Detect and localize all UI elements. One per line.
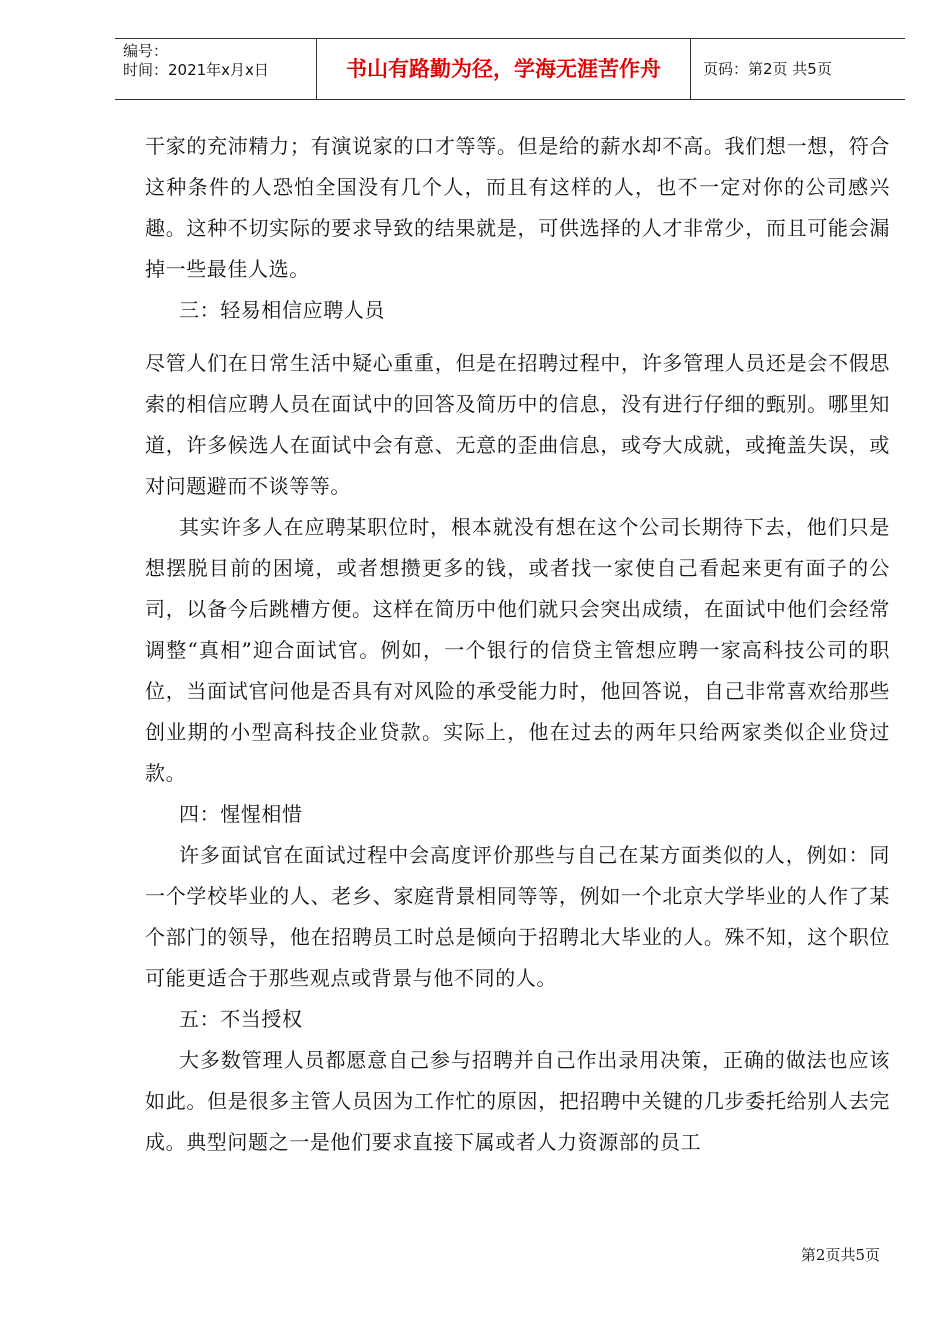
header-page-label: 页码：第2页 共5页	[703, 60, 832, 78]
header-motto: 书山有路勤为径，学海无涯苦作舟	[317, 39, 691, 99]
paragraph: 干家的充沛精力；有演说家的口才等等。但是给的薪水却不高。我们想一想，符合这种条件的人恐怕全国没有几个人，而且有这样的人，也不一定对你的公司感兴趣。这种不切实际的要求导致的结果就是，可供选择的人才非常少，而且可能会漏掉一些最佳人选。	[145, 134, 890, 281]
section-heading: 三：轻易相信应聘人员	[179, 298, 385, 322]
time-label: 时间：2021年x月x日	[123, 61, 269, 79]
paragraph: 尽管人们在日常生活中疑心重重，但是在招聘过程中，许多管理人员还是会不假思索的相信应聘人员在面试中的回答及简历中的信息，没有进行仔细的甄别。哪里知道，许多候选人在面试中会有意、无意的歪曲信息，或夸大成就，或掩盖失误，或对问题避而不谈等等。	[145, 351, 890, 498]
paragraph: 其实许多人在应聘某职位时，根本就没有想在这个公司长期待下去，他们只是想摆脱目前的困境，或者想攒更多的钱，或者找一家使自己看起来更有面子的公司，以备今后跳槽方便。这样在简历中他们就只会突出成绩，在面试中他们会经常调整“真相”迎合面试官。例如，一个银行的信贷主管想应聘一家高科技公司的职位，当面试官问他是否具有对风险的承受能力时，他回答说，自己非常喜欢给那些创业期的小型高科技企业贷款。实际上，他在过去的两年只给两家类似企业贷过款。	[145, 515, 890, 785]
number-label: 编号：	[123, 42, 169, 60]
document-body	[145, 126, 890, 1163]
page-footer: 第2页共5页	[800, 1246, 880, 1264]
header-meta	[115, 39, 317, 99]
paragraph: 大多数管理人员都愿意自己参与招聘并自己作出录用决策，正确的做法也应该如此。但是很多主管人员因为工作忙的原因，把招聘中关键的几步委托给别人去完成。典型问题之一是他们要求直接下属或者人力资源部的员工	[145, 1048, 890, 1154]
section-heading: 五：不当授权	[179, 1007, 303, 1031]
page-header	[115, 38, 905, 100]
paragraph: 许多面试官在面试过程中会高度评价那些与自己在某方面类似的人，例如：同一个学校毕业的人、老乡、家庭背景相同等等，例如一个北京大学毕业的人作了某个部门的领导，他在招聘员工时总是倾向于招聘北大毕业的人。殊不知，这个职位可能更适合于那些观点或背景与他不同的人。	[145, 843, 890, 990]
section-heading: 四：惺惺相惜	[179, 802, 303, 826]
